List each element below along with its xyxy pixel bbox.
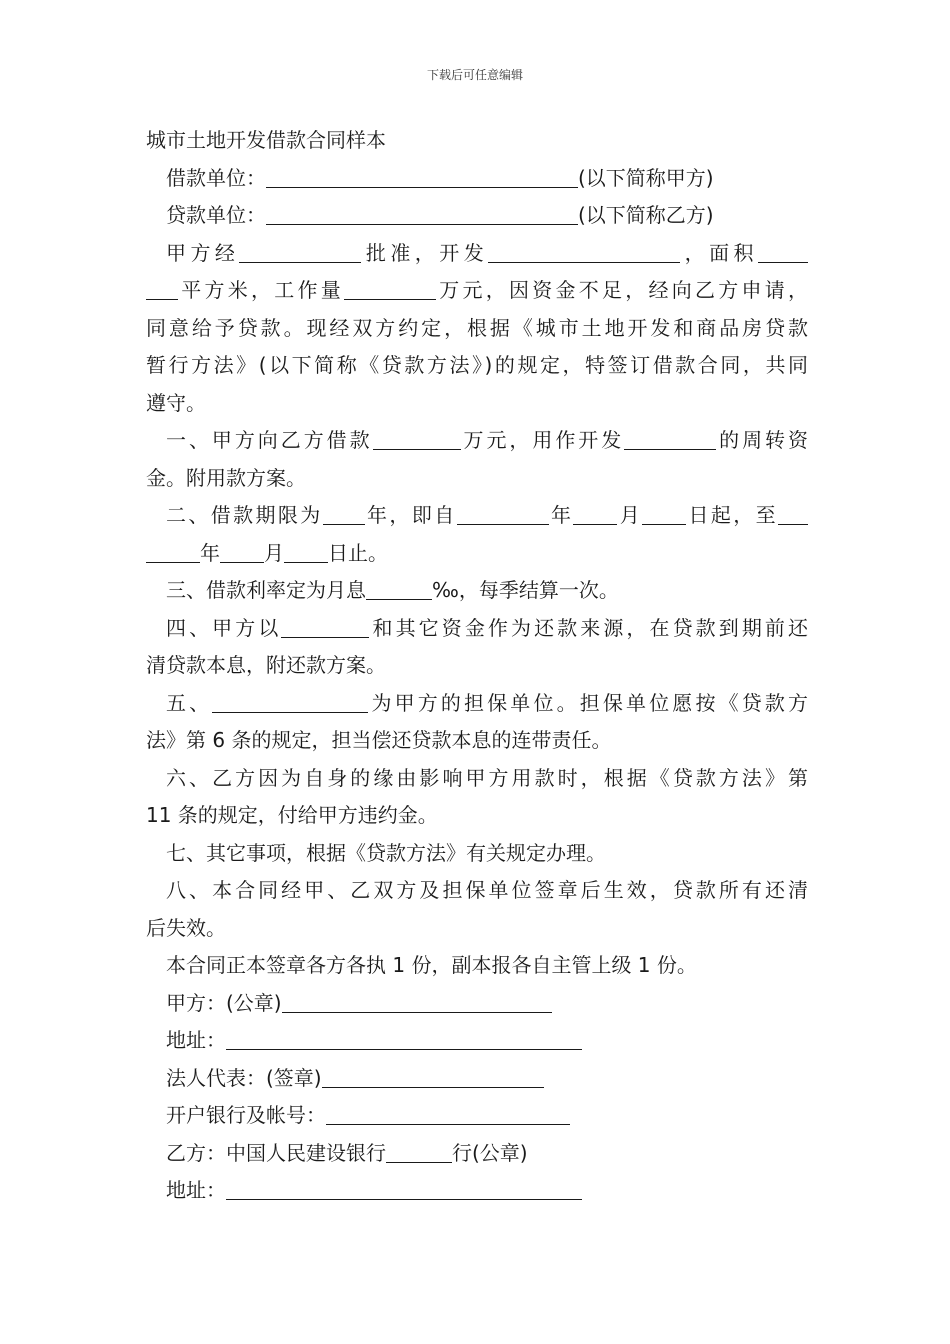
lender-line: 贷款单位： (以下简称乙方) xyxy=(166,203,714,227)
end-day-blank[interactable] xyxy=(284,540,328,563)
start-day-blank[interactable] xyxy=(642,502,686,525)
area-blank-cont[interactable] xyxy=(146,277,178,300)
approval-blank[interactable] xyxy=(239,240,361,263)
copies-note: 本合同正本签章各方各执 1 份，副本报各自主管上级 1 份。 xyxy=(166,953,697,977)
para-intro-line-2: 平方米，工作量 万元，因资金不足，经向乙方申请， xyxy=(146,272,808,310)
para-intro-line-1: 甲方经 批准，开发 ，面积 xyxy=(146,235,808,273)
contract-body xyxy=(146,122,808,1210)
clause-8-line-1: 八、本合同经甲、乙双方及担保单位签章后生效，贷款所有还清 xyxy=(166,878,808,902)
para-intro-line-3: 同意给予贷款。现经双方约定，根据《城市土地开发和商品房贷款 xyxy=(146,315,808,340)
interest-rate-blank[interactable] xyxy=(366,577,432,600)
clause-7: 七、其它事项，根据《贷款方法》有关规定办理。 xyxy=(166,840,606,865)
borrower-line: 借款单位： (以下简称甲方) xyxy=(166,165,714,190)
clause-4-line-1: 四、甲方以 和其它资金作为还款来源，在贷款到期前还 xyxy=(166,615,809,640)
term-years-blank[interactable] xyxy=(323,502,365,525)
party-a-seal-line: 甲方：(公章) xyxy=(146,985,808,1023)
start-year-blank[interactable] xyxy=(457,502,549,525)
party-a-seal-blank[interactable] xyxy=(282,990,552,1013)
bank-account-blank[interactable] xyxy=(326,1102,570,1125)
purpose-blank[interactable] xyxy=(624,427,716,450)
document-title: 城市土地开发借款合同样本 xyxy=(146,128,386,152)
lender-blank[interactable] xyxy=(266,202,578,225)
clause-8-line-2: 后失效。 xyxy=(146,915,226,940)
branch-blank[interactable] xyxy=(386,1140,452,1163)
clause-6-line-2: 11 条的规定，付给甲方违约金。 xyxy=(146,803,438,827)
party-b-address-line: 地址： xyxy=(146,1172,808,1210)
party-b-address-blank[interactable] xyxy=(226,1177,582,1200)
end-year-blank[interactable] xyxy=(778,502,808,525)
legal-rep-line: 法人代表：(签章) xyxy=(146,1060,808,1098)
end-year-blank-cont[interactable] xyxy=(146,540,200,563)
clause-5-line-2: 法》第 6 条的规定，担当偿还贷款本息的连带责任。 xyxy=(146,728,612,752)
borrower-blank[interactable] xyxy=(266,165,578,188)
para-intro-line-4: 暂行方法》(以下简称《贷款方法》)的规定，特签订借款合同，共同 xyxy=(146,353,808,377)
clause-2-line-1: 二、借款期限为 年，即自 年 月 日起，至 xyxy=(146,497,808,535)
legal-rep-blank[interactable] xyxy=(322,1065,544,1088)
clause-3: 三、借款利率定为月息 ‰，每季结算一次。 xyxy=(166,578,619,602)
loan-amount-blank[interactable] xyxy=(373,427,461,450)
end-month-blank[interactable] xyxy=(220,540,264,563)
repayment-source-blank[interactable] xyxy=(281,615,369,638)
area-blank[interactable] xyxy=(758,240,808,263)
party-b-line: 乙方：中国人民建设银行 行(公章) xyxy=(166,1140,528,1165)
party-a-address-line: 地址： xyxy=(146,1022,808,1060)
clause-5-line-1: 五、 为甲方的担保单位。担保单位愿按《贷款方 xyxy=(166,690,809,715)
para-intro-line-5: 遵守。 xyxy=(146,390,206,415)
clause-4-line-2: 清贷款本息，附还款方案。 xyxy=(146,653,386,677)
workload-blank[interactable] xyxy=(344,277,436,300)
clause-2-line-2: 年 月 日止。 xyxy=(146,535,808,573)
clause-1-line-2: 金。附用款方案。 xyxy=(146,465,306,490)
start-month-blank[interactable] xyxy=(573,502,617,525)
clause-1-line-1: 一、甲方向乙方借款 万元，用作开发 的周转资 xyxy=(166,428,809,452)
bank-account-line: 开户银行及帐号： xyxy=(146,1097,808,1135)
party-a-address-blank[interactable] xyxy=(226,1027,582,1050)
clause-6-line-1: 六、乙方因为自身的缘由影响甲方用款时，根据《贷款方法》第 xyxy=(166,765,808,790)
guarantor-blank[interactable] xyxy=(212,690,368,713)
development-blank[interactable] xyxy=(488,240,680,263)
page-header: 下载后可任意编辑 xyxy=(426,68,523,82)
